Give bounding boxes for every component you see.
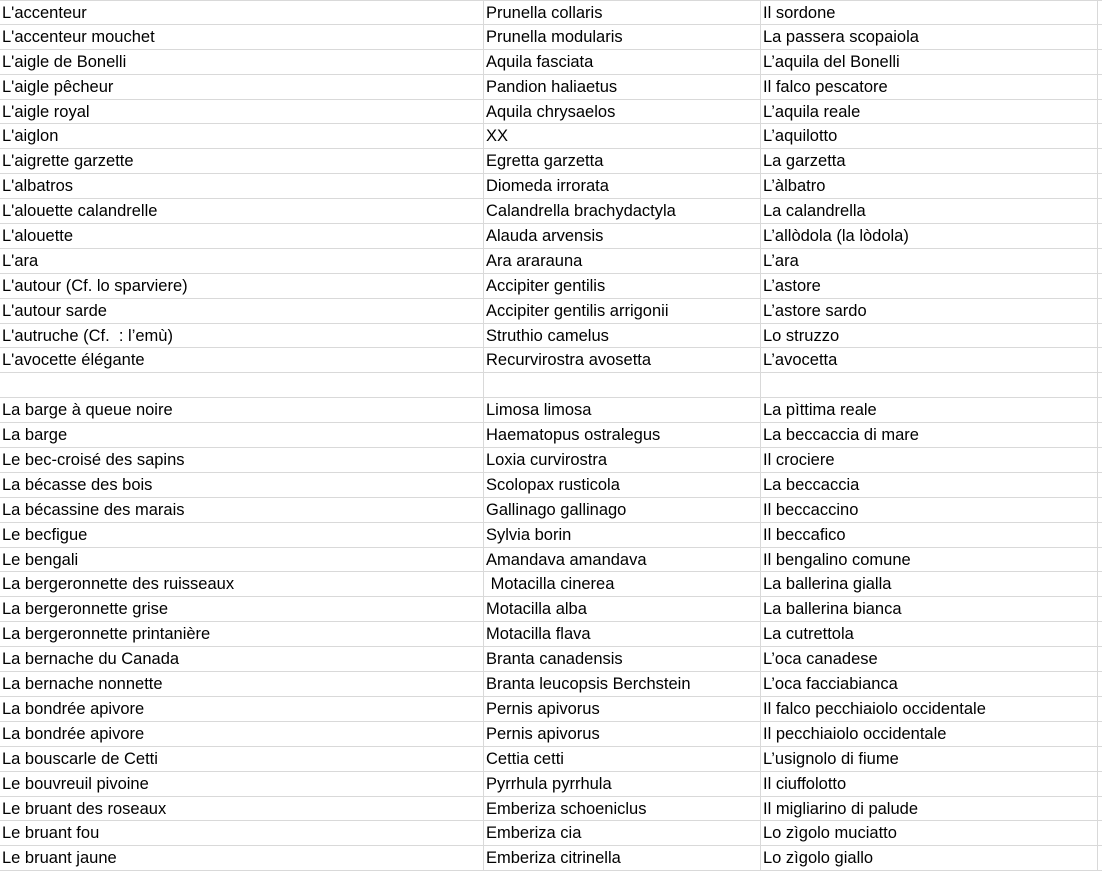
cell-next-column[interactable] [1098,249,1102,273]
cell-french-name[interactable]: L'albatros [0,174,484,198]
cell-french-name[interactable]: L'aigle de Bonelli [0,50,484,74]
cell-italian-name[interactable]: La calandrella [761,199,1098,223]
cell-french-name[interactable]: L'accenteur mouchet [0,25,484,49]
cell-next-column[interactable] [1098,50,1102,74]
cell-next-column[interactable] [1098,523,1102,547]
cell-latin-name[interactable]: Haematopus ostralegus [484,423,761,447]
cell-next-column[interactable] [1098,747,1102,771]
cell-french-name[interactable]: La bouscarle de Cetti [0,747,484,771]
cell-french-name[interactable]: L'avocette élégante [0,348,484,372]
cell-next-column[interactable] [1098,622,1102,646]
table-row [0,100,1102,125]
table-row [0,523,1102,548]
cell-next-column[interactable] [1098,473,1102,497]
table-row [0,124,1102,149]
cell-italian-name[interactable]: Lo struzzo [761,324,1098,348]
cell-latin-name[interactable]: Recurvirostra avosetta [484,348,761,372]
cell-latin-name[interactable]: Scolopax rusticola [484,473,761,497]
table-row [0,174,1102,199]
table-row [0,398,1102,423]
cell-italian-name[interactable] [761,373,1098,397]
cell-italian-name[interactable]: L’astore [761,274,1098,298]
cell-french-name[interactable]: Le bruant des roseaux [0,797,484,821]
cell-latin-name[interactable]: Alauda arvensis [484,224,761,248]
cell-next-column[interactable] [1098,324,1102,348]
table-row [0,199,1102,224]
table-row [0,647,1102,672]
cell-italian-name[interactable]: Il pecchiaiolo occidentale [761,722,1098,746]
cell-french-name[interactable]: La barge [0,423,484,447]
cell-italian-name[interactable]: L’àlbatro [761,174,1098,198]
cell-latin-name[interactable]: Aquila fasciata [484,50,761,74]
cell-french-name[interactable]: Le becfigue [0,523,484,547]
cell-italian-name[interactable]: Il falco pescatore [761,75,1098,99]
table-row [0,324,1102,349]
table-row [0,597,1102,622]
cell-next-column[interactable] [1098,1,1102,24]
table-row [0,473,1102,498]
table-row [0,75,1102,100]
cell-french-name[interactable]: L'aigrette garzette [0,149,484,173]
cell-french-name[interactable]: L'accenteur [0,1,484,24]
table-row [0,249,1102,274]
table-row [0,448,1102,473]
cell-italian-name[interactable]: Il bengalino comune [761,548,1098,572]
table-row [0,572,1102,597]
cell-italian-name[interactable]: Il ciuffolotto [761,772,1098,796]
cell-latin-name[interactable]: Pernis apivorus [484,722,761,746]
cell-latin-name[interactable]: Motacilla cinerea [484,572,761,596]
cell-latin-name[interactable]: Limosa limosa [484,398,761,422]
cell-italian-name[interactable]: La beccaccia [761,473,1098,497]
cell-french-name[interactable]: La bernache nonnette [0,672,484,696]
cell-italian-name[interactable]: L’aquilotto [761,124,1098,148]
table-row [0,348,1102,373]
cell-latin-name[interactable]: Pandion haliaetus [484,75,761,99]
cell-french-name[interactable]: L'autour sarde [0,299,484,323]
cell-next-column[interactable] [1098,373,1102,397]
cell-italian-name[interactable]: Lo zìgolo muciatto [761,821,1098,845]
cell-italian-name[interactable]: L’oca canadese [761,647,1098,671]
cell-italian-name[interactable]: Il beccafico [761,523,1098,547]
table-row [0,50,1102,75]
cell-next-column[interactable] [1098,398,1102,422]
table-row [0,548,1102,573]
cell-french-name[interactable]: La bécasse des bois [0,473,484,497]
cell-next-column[interactable] [1098,100,1102,124]
cell-latin-name[interactable]: Emberiza schoeniclus [484,797,761,821]
cell-latin-name[interactable] [484,373,761,397]
cell-latin-name[interactable]: Motacilla alba [484,597,761,621]
cell-latin-name[interactable]: Aquila chrysaelos [484,100,761,124]
cell-latin-name[interactable]: Branta leucopsis Berchstein [484,672,761,696]
table-row [0,697,1102,722]
cell-latin-name[interactable]: Cettia cetti [484,747,761,771]
cell-french-name[interactable]: La bécassine des marais [0,498,484,522]
cell-french-name[interactable]: L'alouette calandrelle [0,199,484,223]
cell-latin-name[interactable]: Branta canadensis [484,647,761,671]
cell-french-name[interactable]: Le bouvreuil pivoine [0,772,484,796]
cell-italian-name[interactable]: L’astore sardo [761,299,1098,323]
cell-italian-name[interactable]: L’avocetta [761,348,1098,372]
table-row [0,423,1102,448]
cell-french-name[interactable]: Le bruant fou [0,821,484,845]
cell-french-name[interactable]: L'ara [0,249,484,273]
cell-italian-name[interactable]: L’aquila del Bonelli [761,50,1098,74]
table-row [0,672,1102,697]
table-row [0,622,1102,647]
cell-italian-name[interactable]: La beccaccia di mare [761,423,1098,447]
table-row [0,224,1102,249]
table-row [0,747,1102,772]
table-row [0,149,1102,174]
cell-next-column[interactable] [1098,448,1102,472]
table-row [0,25,1102,50]
cell-french-name[interactable]: La bergeronnette des ruisseaux [0,572,484,596]
table-row [0,299,1102,324]
cell-next-column[interactable] [1098,498,1102,522]
cell-italian-name[interactable]: Il falco pecchiaiolo occidentale [761,697,1098,721]
cell-latin-name[interactable]: Emberiza citrinella [484,846,761,870]
cell-french-name[interactable]: La bergeronnette grise [0,597,484,621]
cell-latin-name[interactable]: Accipiter gentilis arrigonii [484,299,761,323]
cell-italian-name[interactable]: La garzetta [761,149,1098,173]
cell-next-column[interactable] [1098,772,1102,796]
cell-french-name[interactable]: La bernache du Canada [0,647,484,671]
cell-italian-name[interactable]: Lo zìgolo giallo [761,846,1098,870]
cell-next-column[interactable] [1098,149,1102,173]
cell-next-column[interactable] [1098,821,1102,845]
table-row [0,498,1102,523]
cell-italian-name[interactable]: L’usignolo di fiume [761,747,1098,771]
table-row [0,772,1102,797]
cell-latin-name[interactable]: Motacilla flava [484,622,761,646]
cell-italian-name[interactable]: Il beccaccino [761,498,1098,522]
cell-latin-name[interactable]: Calandrella brachydactyla [484,199,761,223]
cell-next-column[interactable] [1098,647,1102,671]
cell-next-column[interactable] [1098,672,1102,696]
table-row [0,722,1102,747]
cell-italian-name[interactable]: Il crociere [761,448,1098,472]
cell-french-name[interactable]: L'alouette [0,224,484,248]
cell-italian-name[interactable]: Il migliarino di palude [761,797,1098,821]
cell-next-column[interactable] [1098,797,1102,821]
cell-latin-name[interactable]: XX [484,124,761,148]
cell-french-name[interactable]: La bondrée apivore [0,697,484,721]
cell-latin-name[interactable]: Sylvia borin [484,523,761,547]
cell-next-column[interactable] [1098,722,1102,746]
cell-latin-name[interactable]: Struthio camelus [484,324,761,348]
cell-next-column[interactable] [1098,572,1102,596]
cell-next-column[interactable] [1098,174,1102,198]
cell-next-column[interactable] [1098,697,1102,721]
cell-italian-name[interactable]: L’aquila reale [761,100,1098,124]
cell-next-column[interactable] [1098,75,1102,99]
cell-italian-name[interactable]: La ballerina bianca [761,597,1098,621]
cell-french-name[interactable]: La bondrée apivore [0,722,484,746]
cell-next-column[interactable] [1098,597,1102,621]
cell-latin-name[interactable]: Pyrrhula pyrrhula [484,772,761,796]
cell-next-column[interactable] [1098,199,1102,223]
cell-french-name[interactable]: La barge à queue noire [0,398,484,422]
cell-next-column[interactable] [1098,548,1102,572]
cell-latin-name[interactable]: Ara ararauna [484,249,761,273]
cell-italian-name[interactable]: La cutrettola [761,622,1098,646]
cell-italian-name[interactable]: La ballerina gialla [761,572,1098,596]
table-row [0,797,1102,822]
cell-italian-name[interactable]: La pìttima reale [761,398,1098,422]
cell-italian-name[interactable]: L’ara [761,249,1098,273]
cell-latin-name[interactable]: Egretta garzetta [484,149,761,173]
cell-italian-name[interactable]: L’oca facciabianca [761,672,1098,696]
cell-italian-name[interactable]: Il sordone [761,1,1098,24]
cell-next-column[interactable] [1098,299,1102,323]
table-row [0,373,1102,398]
cell-latin-name[interactable]: Amandava amandava [484,548,761,572]
cell-italian-name[interactable]: L’allòdola (la lòdola) [761,224,1098,248]
cell-next-column[interactable] [1098,25,1102,49]
cell-latin-name[interactable]: Prunella collaris [484,1,761,24]
cell-next-column[interactable] [1098,423,1102,447]
cell-latin-name[interactable]: Loxia curvirostra [484,448,761,472]
cell-latin-name[interactable]: Emberiza cia [484,821,761,845]
table-row [0,821,1102,846]
cell-french-name[interactable] [0,373,484,397]
cell-french-name[interactable]: L'autour (Cf. lo sparviere) [0,274,484,298]
cell-french-name[interactable]: L'aigle royal [0,100,484,124]
table-row [0,274,1102,299]
cell-french-name[interactable]: Le bengali [0,548,484,572]
cell-latin-name[interactable]: Diomeda irrorata [484,174,761,198]
cell-next-column[interactable] [1098,124,1102,148]
cell-italian-name[interactable]: La passera scopaiola [761,25,1098,49]
cell-french-name[interactable]: L'autruche (Cf. : l’emù) [0,324,484,348]
table-row [0,0,1102,25]
cell-next-column[interactable] [1098,348,1102,372]
cell-french-name[interactable]: L'aigle pêcheur [0,75,484,99]
table-row [0,846,1102,871]
cell-latin-name[interactable]: Accipiter gentilis [484,274,761,298]
cell-french-name[interactable]: Le bruant jaune [0,846,484,870]
cell-french-name[interactable]: L'aiglon [0,124,484,148]
cell-latin-name[interactable]: Prunella modularis [484,25,761,49]
cell-latin-name[interactable]: Gallinago gallinago [484,498,761,522]
cell-next-column[interactable] [1098,224,1102,248]
cell-french-name[interactable]: Le bec-croisé des sapins [0,448,484,472]
cell-latin-name[interactable]: Pernis apivorus [484,697,761,721]
cell-french-name[interactable]: La bergeronnette printanière [0,622,484,646]
cell-next-column[interactable] [1098,846,1102,870]
cell-next-column[interactable] [1098,274,1102,298]
